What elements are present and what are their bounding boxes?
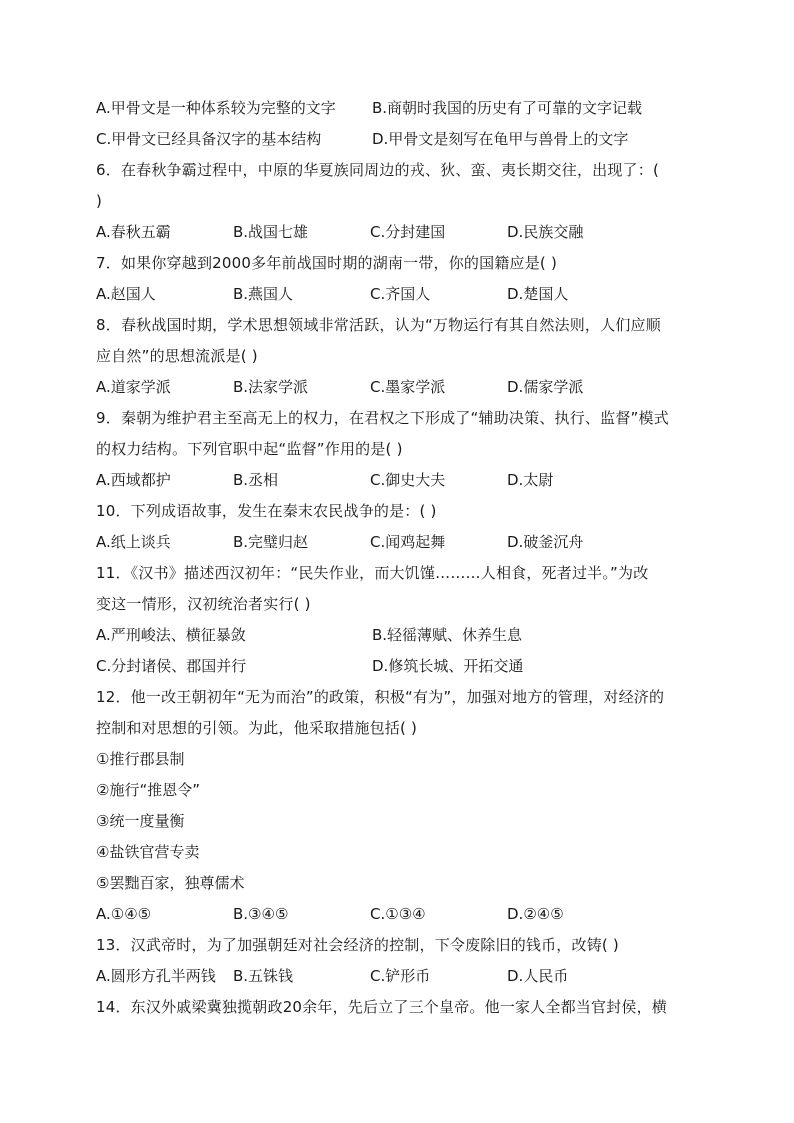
q5-options-row-1: [96, 93, 706, 124]
q9-option-a: A.西域都护: [96, 471, 171, 489]
q9-options: [96, 465, 706, 496]
q8-option-a: A.道家学派: [96, 378, 171, 396]
q7-options: [96, 279, 706, 310]
q13-stem: 13．汉武帝时，为了加强朝廷对社会经济的控制，下令废除旧的钱币，改铸( ): [96, 936, 619, 954]
q8-options: [96, 372, 706, 403]
q12-item-2: ②施行“推恩令”: [96, 781, 200, 799]
q12-option-a: A.①④⑤: [96, 905, 152, 923]
q7-option-b: B.燕国人: [233, 285, 294, 303]
q9-option-b: B.丞相: [233, 471, 279, 489]
q10-option-c: C.闻鸡起舞: [370, 533, 446, 551]
q7-option-c: C.齐国人: [370, 285, 431, 303]
q13-option-c: C.铲形币: [370, 967, 431, 985]
q6-option-d: D.民族交融: [507, 223, 584, 241]
q12-options: [96, 899, 706, 930]
q12-option-d: D.②④⑤: [507, 905, 564, 923]
q7-option-a: A.赵国人: [96, 285, 156, 303]
q6-stem-line-2: ): [96, 192, 103, 210]
q5-option-c: C.甲骨文已经具备汉字的基本结构: [96, 130, 322, 148]
q12-stem-line-1: 12．他一改王朝初年“无为而治”的政策，积极“有为”，加强对地方的管理，对经济的: [96, 688, 665, 706]
q6-option-b: B.战国七雄: [233, 223, 309, 241]
q11-option-d: D.修筑长城、开拓交通: [372, 657, 524, 675]
q12-stem-line-2: 控制和对思想的引领。为此，他采取措施包括( ): [96, 719, 418, 737]
q11-option-b: B.轻徭薄赋、休养生息: [372, 626, 523, 644]
q11-option-a: A.严刑峻法、横征暴敛: [96, 626, 246, 644]
q7-option-d: D.楚国人: [507, 285, 569, 303]
q12-option-b: B.③④⑤: [233, 905, 289, 923]
q8-option-c: C.墨家学派: [370, 378, 446, 396]
q12-item-1: ①推行郡县制: [96, 750, 185, 768]
q9-option-c: C.御史大夫: [370, 471, 446, 489]
q11-options-row-2: [96, 651, 706, 682]
q10-options: [96, 527, 706, 558]
q9-stem-line-2: 的权力结构。下列官职中起“监督”作用的是( ): [96, 440, 403, 458]
q8-option-d: D.儒家学派: [507, 378, 584, 396]
q5-option-a: A.甲骨文是一种体系较为完整的文字: [96, 99, 336, 117]
q12-item-5: ⑤罢黜百家，独尊儒术: [96, 874, 245, 892]
q12-item-3: ③统一度量衡: [96, 812, 185, 830]
q6-stem-line-1: 6．在春秋争霸过程中，中原的华夏族同周边的戎、狄、蛮、夷长期交往，出现了：(: [96, 161, 659, 179]
q8-option-b: B.法家学派: [233, 378, 309, 396]
q14-stem-line-1: 14．东汉外戚梁冀独揽朝政20余年，先后立了三个皇帝。他一家人全都当官封侯，横: [96, 998, 667, 1016]
exam-page: [96, 93, 706, 1023]
q6-option-a: A.春秋五霸: [96, 223, 171, 241]
q10-option-d: D.破釜沉舟: [507, 533, 584, 551]
q10-option-b: B.完璧归赵: [233, 533, 309, 551]
q6-option-c: C.分封建国: [370, 223, 446, 241]
q5-option-d: D.甲骨文是刻写在龟甲与兽骨上的文字: [372, 130, 629, 148]
q10-stem: 10．下列成语故事，发生在秦末农民战争的是：( ): [96, 502, 437, 520]
q11-stem-line-1: 11．《汉书》描述西汉初年：“民失作业，而大饥馑………人相食，死者过半。”为改: [96, 564, 649, 582]
q13-option-a: A.圆形方孔半两钱: [96, 967, 216, 985]
q8-stem-line-1: 8．春秋战国时期，学术思想领域非常活跃，认为“万物运行有其自然法则，人们应顺: [96, 316, 661, 334]
q12-item-4: ④盐铁官营专卖: [96, 843, 200, 861]
q12-option-c: C.①③④: [370, 905, 426, 923]
q13-option-b: B.五铢钱: [233, 967, 294, 985]
q9-option-d: D.太尉: [507, 471, 554, 489]
q9-stem-line-1: 9．秦朝为维护君主至高无上的权力，在君权之下形成了“辅助决策、执行、监督”模式: [96, 409, 669, 427]
q10-option-a: A.纸上谈兵: [96, 533, 171, 551]
q5-options-row-2: [96, 124, 706, 155]
q8-stem-line-2: 应自然”的思想流派是( ): [96, 347, 258, 365]
q11-options-row-1: [96, 620, 706, 651]
q11-stem-line-2: 变这一情形，汉初统治者实行( ): [96, 595, 311, 613]
q13-option-d: D.人民币: [507, 967, 569, 985]
q11-option-c: C.分封诸侯、郡国并行: [96, 657, 247, 675]
q5-option-b: B.商朝时我国的历史有了可靠的文字记载: [372, 99, 643, 117]
q6-options: [96, 217, 706, 248]
q13-options: [96, 961, 706, 992]
q7-stem: 7．如果你穿越到2000多年前战国时期的湖南一带，你的国籍应是( ): [96, 254, 557, 272]
